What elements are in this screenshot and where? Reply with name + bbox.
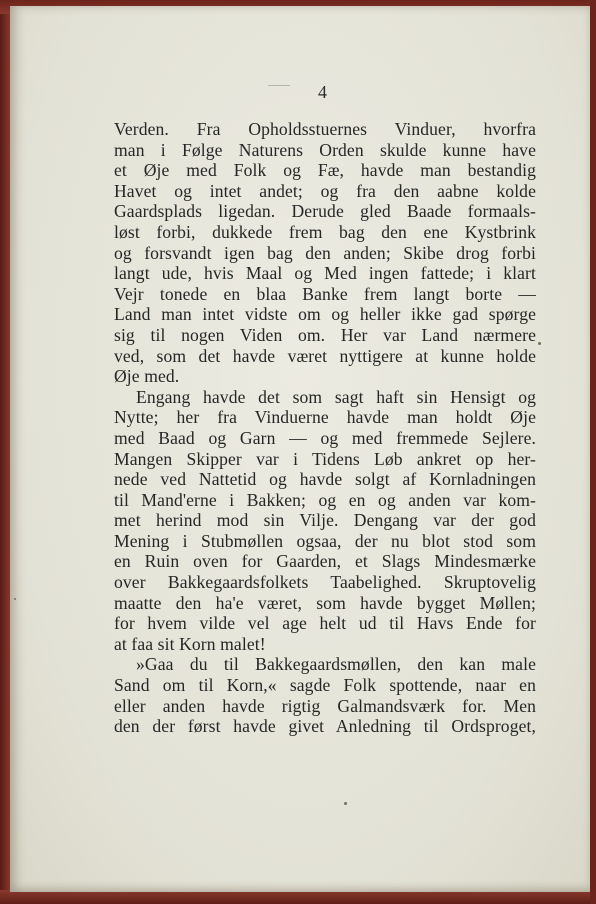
text-line: at faa sit Korn malet! [114, 633, 266, 654]
text-line: Øje med. [114, 366, 180, 387]
text-line: eller anden havde rigtig Galmandsværk for. Men [114, 695, 536, 716]
text-line: Vejr tonede en blaa Banke frem langt borte — [114, 283, 536, 304]
text-line: maatte den ha'e været, som havde bygget Møllen; [114, 592, 536, 613]
text-line: den der først havde givet Anledning til Ordsproget, [114, 716, 536, 737]
book-page [10, 6, 590, 892]
body-text [114, 119, 536, 737]
text-line: sig til nogen Viden om. Her var Land nærmere [114, 324, 536, 345]
text-line: Verden. Fra Opholdsstuernes Vinduer, hvorfra [114, 119, 536, 139]
text-line: for hvem vilde vel age helt ud til Havs Ende for [114, 613, 536, 634]
text-line: Mening i Stubmøllen ogsaa, der nu blot stod som [114, 530, 536, 551]
text-line: en Ruin oven for Gaarden, et Slags Mindesmærke [114, 551, 536, 572]
text-line: ved, som det havde været nyttigere at kunne holde [114, 345, 536, 366]
text-line: Gaardsplads ligedan. Derude gled Baade formaals- [114, 201, 536, 222]
text-line: nede ved Nattetid og havde solgt af Kornladningen [114, 469, 536, 490]
text-line: Havet og intet andet; og fra den aabne kolde [114, 180, 536, 201]
text-line: langt ude, hvis Maal og Med ingen fattede; i klart [114, 263, 536, 284]
text-line: »Gaa du til Bakkegaardsmøllen, den kan male [136, 654, 536, 675]
text-line: Engang havde det som sagt haft sin Hensigt og [136, 386, 536, 407]
book-cover-right-edge [590, 0, 596, 904]
text-line: Nytte; her fra Vinduerne havde man holdt Øje [114, 407, 536, 428]
page-header-rule [268, 85, 290, 86]
text-line: løst forbi, dukkede frem bag den ene Kystbrink [114, 221, 536, 242]
paper-speck [538, 342, 541, 345]
book-cover-bottom-edge [0, 890, 596, 904]
text-line: Mangen Skipper var i Tidens Løb ankret op her- [114, 448, 536, 469]
text-line: man i Følge Naturens Orden skulde kunne have [114, 139, 536, 160]
text-line: et Øje med Folk og Fæ, havde man bestandig [114, 160, 536, 181]
text-line: og forsvandt igen bag den anden; Skibe drog forbi [114, 242, 536, 263]
text-line: over Bakkegaardsfolkets Taabelighed. Skruptovelig [114, 572, 536, 593]
text-line: Sand om til Korn,« sagde Folk spottende, naar en [114, 675, 536, 696]
text-line: til Mand'erne i Bakken; og en og anden var kom- [114, 489, 536, 510]
paper-speck [344, 802, 347, 805]
paper-speck [14, 598, 16, 600]
page-number: 4 [318, 82, 327, 102]
text-line: med Baad og Garn — og med fremmede Sejlere. [114, 427, 536, 448]
text-line: Land man intet vidste om og heller ikke gad spørge [114, 304, 536, 325]
text-line: met herind mod sin Vilje. Dengang var der god [114, 510, 536, 531]
